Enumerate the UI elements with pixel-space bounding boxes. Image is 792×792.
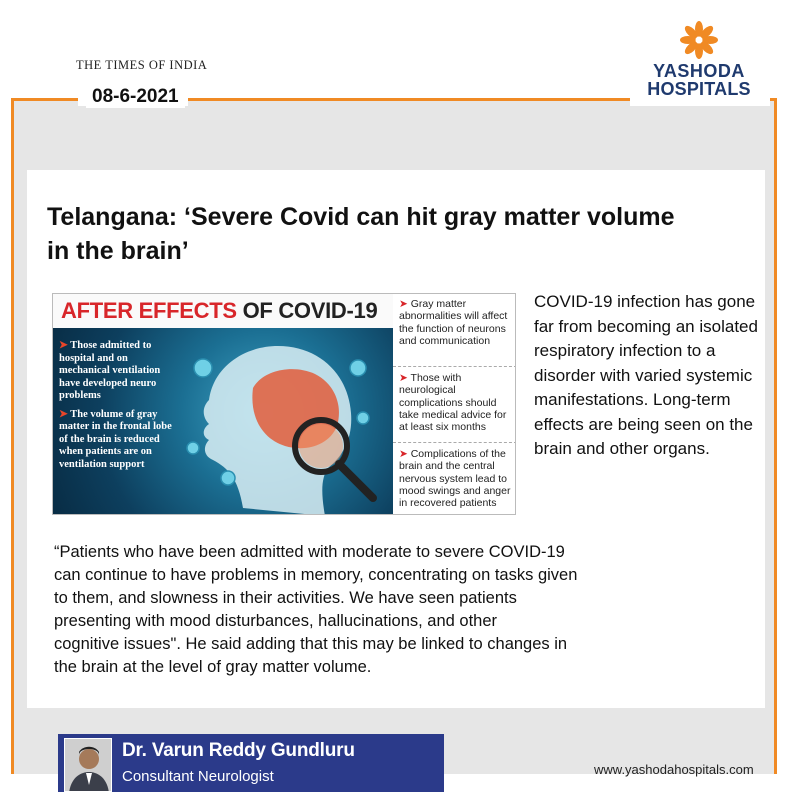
- doctor-title: Consultant Neurologist: [122, 768, 274, 785]
- right-point-text: Complications of the brain and the central nervous system lead to mood swings and anger in recovered patients: [399, 448, 511, 510]
- infographic-title-red: AFTER EFFECTS: [61, 298, 237, 323]
- right-point: [399, 372, 513, 433]
- doctor-quote: “Patients who have been admitted with moderate to severe COVID-19 can continue to have problems in memory, concentrating on tasks given to them, and slowness in their activities. We have seen patients presenting with mood disturbances, hallucinations, and other cognitive issues". He said adding that this may be linked to changes in the brain at the level of gray matter volume.: [54, 543, 578, 676]
- newspaper-masthead: THE TIMES OF INDIA: [76, 58, 208, 72]
- divider: [393, 442, 516, 443]
- logo-text-line1: YASHODA: [653, 61, 745, 81]
- doctor-photo: [64, 738, 112, 792]
- infographic-title: [53, 294, 393, 328]
- avatar: [65, 739, 112, 792]
- infographic-title-dark: OF COVID-19: [242, 298, 378, 323]
- publish-date: 08-6-2021: [86, 86, 185, 108]
- hospital-logo: [634, 20, 764, 100]
- right-point-text: Those with neurological complications should take medical advice for at least six months: [399, 372, 507, 434]
- website-url: www.yashodahospitals.com: [594, 762, 754, 777]
- right-point: [399, 298, 513, 347]
- infographic-left-points: [59, 340, 177, 477]
- arrow-icon: ➤: [399, 448, 411, 460]
- right-point-text: Gray matter abnormalities will affect the function of neurons and communication: [399, 298, 508, 347]
- article-headline: Telangana: ‘Severe Covid can hit gray matter volume in the brain’: [47, 203, 675, 265]
- left-point: [59, 340, 177, 403]
- left-point-text: The volume of gray matter in the frontal lobe of the brain is reduced when patients are on ventilation support: [59, 408, 172, 470]
- flower-icon: [680, 20, 718, 60]
- divider: [393, 366, 516, 367]
- infographic: [52, 293, 516, 515]
- left-point: [59, 409, 177, 472]
- right-point: [399, 448, 513, 509]
- left-point-text: Those admitted to hospital and on mechanical ventilation have developed neuro problems: [59, 340, 161, 401]
- doctor-banner: [58, 734, 444, 792]
- doctor-name: Dr. Varun Reddy Gundluru: [122, 740, 355, 761]
- arrow-icon: ➤: [59, 340, 71, 351]
- arrow-icon: ➤: [399, 372, 411, 384]
- arrow-icon: ➤: [399, 298, 411, 310]
- arrow-icon: ➤: [59, 408, 71, 420]
- article-summary: COVID-19 infection has gone far from becoming an isolated respiratory infection to a disorder with varied systemic manifestations. Long-term effects are being seen on the brain and other organs.: [534, 292, 758, 458]
- infographic-right-points: [393, 294, 516, 515]
- logo-text-line2: HOSPITALS: [647, 79, 751, 99]
